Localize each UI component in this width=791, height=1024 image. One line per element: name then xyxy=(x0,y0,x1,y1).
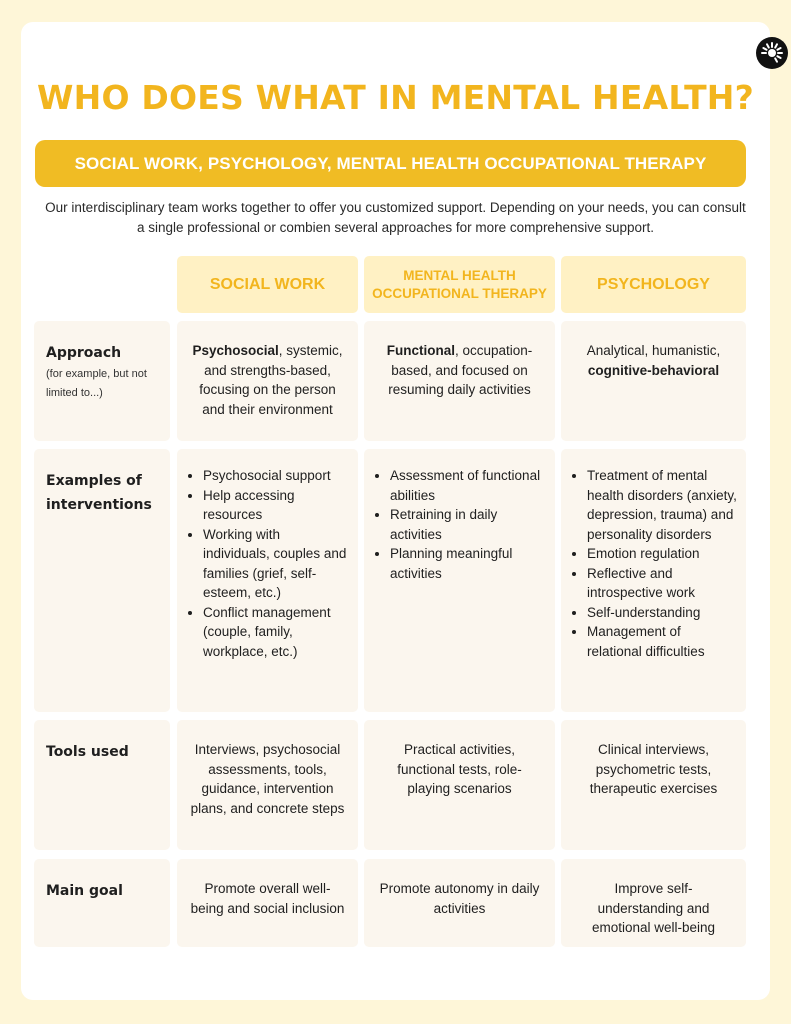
column-header-occupational-therapy xyxy=(364,256,555,313)
column-header-psychology xyxy=(561,256,746,313)
row-label-interventions xyxy=(34,449,170,712)
row-label-text: Examples of interventions xyxy=(46,473,152,513)
cell-goal-social-work xyxy=(177,859,358,947)
approach-text: Analytical, humanistic, xyxy=(586,343,721,358)
tools-text: Interviews, psychosocial assessments, tools, guidance, intervention plans, and concrete steps xyxy=(190,742,345,816)
interventions-list xyxy=(185,466,350,661)
list-item: • Reflective and introspective work xyxy=(587,564,738,603)
row-label-text: Main goal xyxy=(46,883,123,899)
approach-text: , occupation-based, and focused on resuming daily activities xyxy=(388,343,533,397)
tools-text: Clinical interviews, psychometric tests, therapeutic exercises xyxy=(589,742,718,796)
interventions-list xyxy=(569,466,738,661)
cell-interventions-psychology xyxy=(561,449,746,712)
column-header-label: MENTAL HEALTH OCCUPATIONAL THERAPY xyxy=(372,267,547,301)
list-item: • Conflict management (couple, family, workplace, etc.) xyxy=(203,603,350,662)
row-label-text: Approach xyxy=(46,345,122,361)
row-label-goal xyxy=(34,859,170,947)
interventions-list xyxy=(372,466,547,583)
intro-paragraph: Our interdisciplinary team works together to offer you customized support. Depending on your needs, you can consult a single professional or combien several approaches for more comprehensive support. xyxy=(45,200,746,235)
goal-text: Improve self-understanding and emotional well-being xyxy=(591,881,716,935)
cell-interventions-occupational-therapy xyxy=(364,449,555,712)
list-item: • Retraining in daily activities xyxy=(390,505,547,544)
approach-keyword: Functional xyxy=(386,343,455,358)
approach-text: , systemic, and strengths-based, focusing on the person and their environment xyxy=(199,343,343,417)
page-title: WHO DOES WHAT IN MENTAL HEALTH? xyxy=(37,78,754,117)
cell-goal-psychology xyxy=(561,859,746,947)
list-item: • Working with individuals, couples and families (grief, self-esteem, etc.) xyxy=(203,525,350,603)
cell-tools-psychology xyxy=(561,720,746,850)
cell-tools-social-work xyxy=(177,720,358,850)
cell-approach-social-work xyxy=(177,321,358,441)
list-item: • Treatment of mental health disorders (anxiety, depression, trauma) and personality disorders xyxy=(587,466,738,544)
list-item: • Planning meaningful activities xyxy=(390,544,547,583)
cell-approach-occupational-therapy xyxy=(364,321,555,441)
cell-tools-occupational-therapy xyxy=(364,720,555,850)
list-item: • Assessment of functional abilities xyxy=(390,466,547,505)
list-item: • Psychosocial support xyxy=(203,466,350,486)
approach-keyword: cognitive-behavioral xyxy=(587,362,720,378)
cell-goal-occupational-therapy xyxy=(364,859,555,947)
cell-interventions-social-work xyxy=(177,449,358,712)
column-header-label: PSYCHOLOGY xyxy=(597,275,710,293)
goal-text: Promote autonomy in daily activities xyxy=(379,881,540,916)
row-label-text: Tools used xyxy=(46,744,129,760)
list-item: • Management of relational difficulties xyxy=(587,622,738,661)
cell-approach-psychology xyxy=(561,321,746,441)
goal-text: Promote overall well-being and social inclusion xyxy=(190,881,345,916)
tools-text: Practical activities, functional tests, role-playing scenarios xyxy=(397,742,522,796)
sunburst-logo-icon xyxy=(756,37,788,69)
list-item: • Emotion regulation xyxy=(587,544,738,564)
column-header-social-work xyxy=(177,256,358,313)
approach-keyword: Psychosocial xyxy=(192,343,279,358)
row-label-tools xyxy=(34,720,170,850)
subtitle-text: SOCIAL WORK, PSYCHOLOGY, MENTAL HEALTH OCCUPATIONAL THERAPY xyxy=(74,153,707,173)
row-sublabel-text: (for example, but not limited to...) xyxy=(46,368,147,399)
list-item: • Self-understanding xyxy=(587,603,738,623)
list-item: • Help accessing resources xyxy=(203,486,350,525)
column-header-label: SOCIAL WORK xyxy=(209,275,326,293)
subtitle-banner xyxy=(35,140,746,187)
row-label-approach xyxy=(34,321,170,441)
